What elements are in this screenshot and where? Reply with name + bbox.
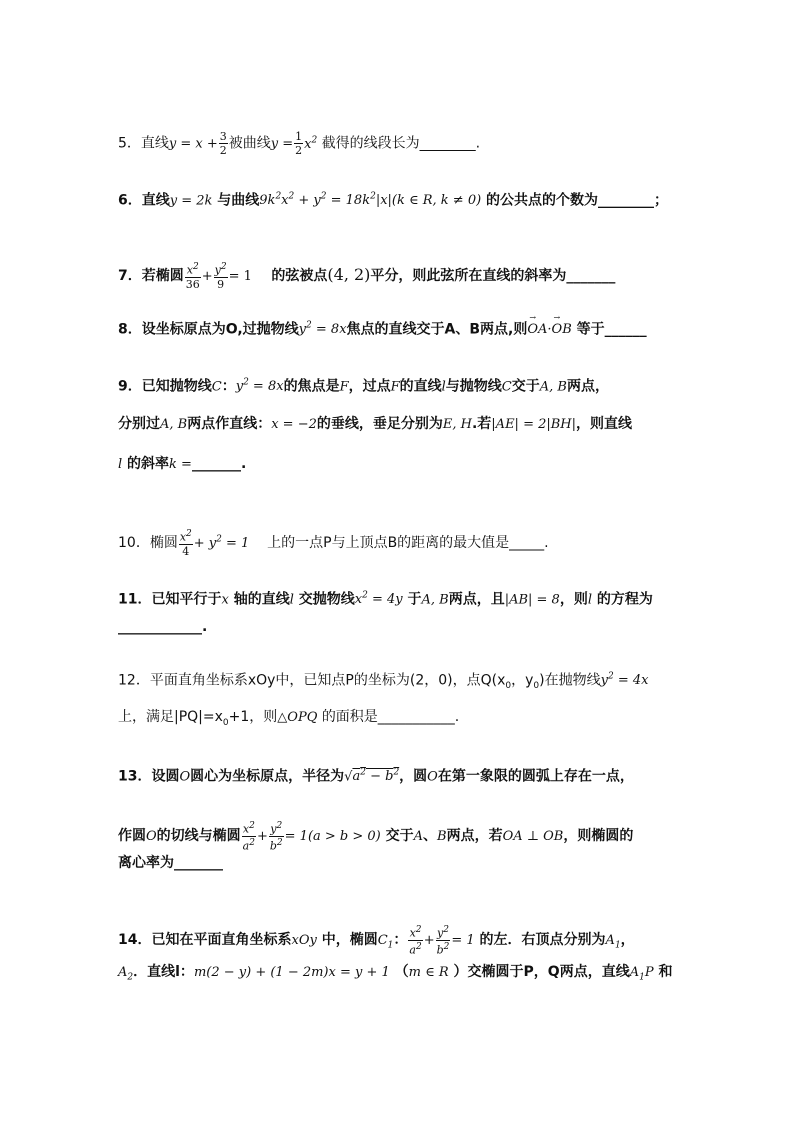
text: 直线	[141, 192, 170, 209]
text: 的垂线，垂足分别为	[316, 416, 443, 432]
text: 已知平行于	[151, 591, 222, 608]
math-point: (4, 2)	[327, 264, 371, 284]
text: 离心率为_______	[118, 855, 223, 871]
question-number: 7．	[118, 267, 142, 284]
question-number: 11．	[118, 591, 152, 608]
text: +1，则	[228, 709, 278, 725]
text: ，y	[511, 672, 534, 689]
text: 平分，则此弦所在直线的斜率为_______	[370, 267, 616, 284]
text: ____________.	[118, 619, 208, 635]
question-number: 12．	[118, 672, 150, 689]
text: 若椭圆	[141, 267, 184, 284]
text: 已知抛物线	[141, 378, 212, 395]
fraction: $\frac{x^2}{36}$	[185, 262, 200, 291]
question-10	[118, 528, 684, 558]
math-curve: $9k^2x^2 + y^2 = 18k^2|x|(k$ ∈ R, k ≠ 0)	[259, 192, 482, 209]
math-triangle: △OPQ	[277, 710, 318, 725]
fraction: $\frac{x^2}{4}$	[179, 529, 192, 558]
question-12-line-1: 12．平面直角坐标系xOy中，已知点P的坐标为(2，0)，点$Q(x_0$，$y_0$)在抛物线$y^2 = 4x$	[118, 672, 649, 692]
text: 轴的直线	[233, 591, 290, 608]
question-number: 5．	[118, 135, 141, 152]
text: ，则	[559, 591, 588, 608]
text: .若	[471, 416, 492, 432]
text: 椭圆	[149, 534, 178, 551]
text: 直线	[140, 135, 169, 152]
question-6	[118, 187, 684, 211]
question-14-line-2: $A_2$．直线l：m(2 − y) + (1 − 2m)x = y + 1 （m ∈ R ）交椭圆于P，Q两点，直线$A_1P$ 和	[118, 964, 673, 983]
text: 的左．右顶点分别为	[479, 932, 606, 949]
question-number: 8．	[118, 321, 142, 338]
text: ，则直线	[576, 416, 633, 432]
text: 的方程为	[596, 591, 653, 608]
text: 两点，	[566, 378, 609, 395]
text: 截得的线段长为________.	[321, 135, 481, 152]
text: 交抛物线	[298, 591, 355, 608]
fraction: $\frac{1}{2}$	[295, 130, 303, 157]
math-curve: y =	[270, 136, 294, 152]
question-5	[118, 130, 684, 157]
question-14-line-1: 14．已知在平面直角坐标系xOy 中，椭圆$C_1$： $\frac{x^2}{a^2}$ + $\frac{y^2}{b^2}$ = 1 的左．右顶点分别为$A_1$，	[118, 925, 635, 957]
text: 的焦点是	[283, 378, 340, 395]
text: 焦点的直线交于A、B两点,则	[346, 321, 528, 338]
question-number: 13．	[118, 768, 152, 785]
math: + $y^2 = 1$	[193, 534, 250, 551]
text: ：	[393, 932, 408, 949]
text: 圆心为坐标原点，半径为	[190, 768, 345, 785]
math: = 1	[228, 268, 252, 284]
text: 等于______	[576, 321, 647, 338]
math-parabola: $y^2 = 4x$	[600, 672, 649, 689]
math-curve: $x^2$	[304, 135, 318, 152]
fraction: $\frac{x^2}{a^2}$	[409, 925, 422, 957]
fraction: $\frac{3}{2}$	[219, 130, 227, 157]
fraction: $\frac{y^2}{b^2}$	[436, 925, 450, 957]
question-number: 9．	[118, 378, 142, 395]
text: 的直线	[399, 378, 442, 395]
question-11-line-2	[118, 617, 684, 637]
text: ，过点	[348, 378, 391, 395]
question-13-line-3	[118, 853, 684, 873]
text: 的斜率	[127, 456, 170, 472]
text: 设圆	[151, 768, 180, 785]
math-line: y = 2k	[169, 193, 213, 209]
question-number: 14．	[118, 932, 152, 949]
question-number: 10．	[118, 534, 150, 551]
question-9-line-1: 9．已知抛物线C：$y^2 = 8x$的焦点是F，过点F的直线l与抛物线C交于A, B两点，	[118, 378, 609, 395]
question-13-line-2: 作圆O的切线与椭圆 $\frac{x^2}{a^2}$ + $\frac{y^2}{b^2}$ = 1(a > b > 0) 交于A、B两点，若OA ⊥ OB，则椭圆的	[118, 821, 634, 853]
text: 的面积是___________.	[321, 709, 460, 725]
text: 两点，且	[448, 591, 505, 608]
text: 平面直角坐标系xOy中，已知点P的坐标为(2，0)，点Q(x	[149, 672, 506, 689]
text: 作圆	[118, 828, 146, 845]
text: 与曲线	[217, 192, 260, 209]
text: 在第一象限的圆弧上存在一点，	[437, 768, 634, 785]
question-11-line-1: 11．已知平行于x 轴的直线l 交抛物线$x^2 = 4y$ 于A, B两点，且|AB| = 8，则l 的方程为	[118, 591, 653, 608]
text: 被曲线	[228, 135, 271, 152]
text: )在抛物线	[539, 672, 601, 689]
math-line: y = x +	[168, 136, 218, 152]
question-number: 6．	[118, 192, 142, 209]
text: ．直线l：	[133, 964, 194, 980]
question-9-line-3: l 的斜率k =_______.	[118, 456, 247, 472]
text: ）交椭圆于P，Q两点，直线	[453, 964, 630, 980]
math-vector: → OA·→ OB	[527, 322, 571, 337]
text: 和	[658, 964, 673, 980]
text: 设坐标原点为O,过抛物线	[141, 321, 299, 338]
text: 中，椭圆	[321, 932, 378, 949]
text: 的切线与椭圆	[156, 828, 241, 845]
text: ，	[620, 932, 635, 949]
text: 与抛物线	[445, 378, 502, 395]
text: 交于	[385, 828, 414, 845]
text: 分别过	[118, 416, 160, 432]
text: （	[394, 964, 409, 980]
text: 两点作直线：	[187, 416, 272, 432]
question-12-line-2: 上，满足$|PQ|=x_0+1$，则△OPQ 的面积是___________.	[118, 709, 460, 728]
text: ，则椭圆的	[563, 828, 634, 845]
question-8	[118, 316, 684, 340]
fraction: $\frac{y^2}{b^2}$	[269, 821, 283, 853]
text: 两点，若	[446, 828, 503, 845]
question-7: 7．若椭圆 $\frac{x^2}{36}$ + $\frac{y^2}{9}$ = 1 的弦被点(4, 2)平分，则此弦所在直线的斜率为_______	[118, 262, 616, 291]
math-parabola: $y^2 = 8x$	[298, 321, 347, 338]
text: 已知在平面直角坐标系	[151, 932, 292, 949]
text: ，圆	[399, 768, 428, 785]
text: 、	[423, 828, 438, 845]
fraction: $\frac{x^2}{a^2}$	[242, 821, 255, 853]
text: 于	[407, 591, 422, 608]
text: _______.	[191, 456, 247, 472]
fraction: $\frac{y^2}{9}$	[214, 262, 227, 291]
question-9-line-2: 分别过A, B两点作直线：x = −2的垂线，垂足分别为E, H.若|AE| = 2|BH|，则直线	[118, 416, 633, 432]
text: 上的一点P与上顶点B的距离的最大值是_____.	[267, 534, 549, 551]
question-13-line-1: 13．设圆O圆心为坐标原点，半径为$√a^2 - b^2$，圆O在第一象限的圆弧上存在一点，	[118, 768, 634, 785]
text: 的弦被点	[271, 267, 328, 284]
text: 上，满足|PQ|=x	[118, 709, 223, 725]
text: 交于	[511, 378, 540, 395]
text: 的公共点的个数为________；	[486, 192, 669, 209]
